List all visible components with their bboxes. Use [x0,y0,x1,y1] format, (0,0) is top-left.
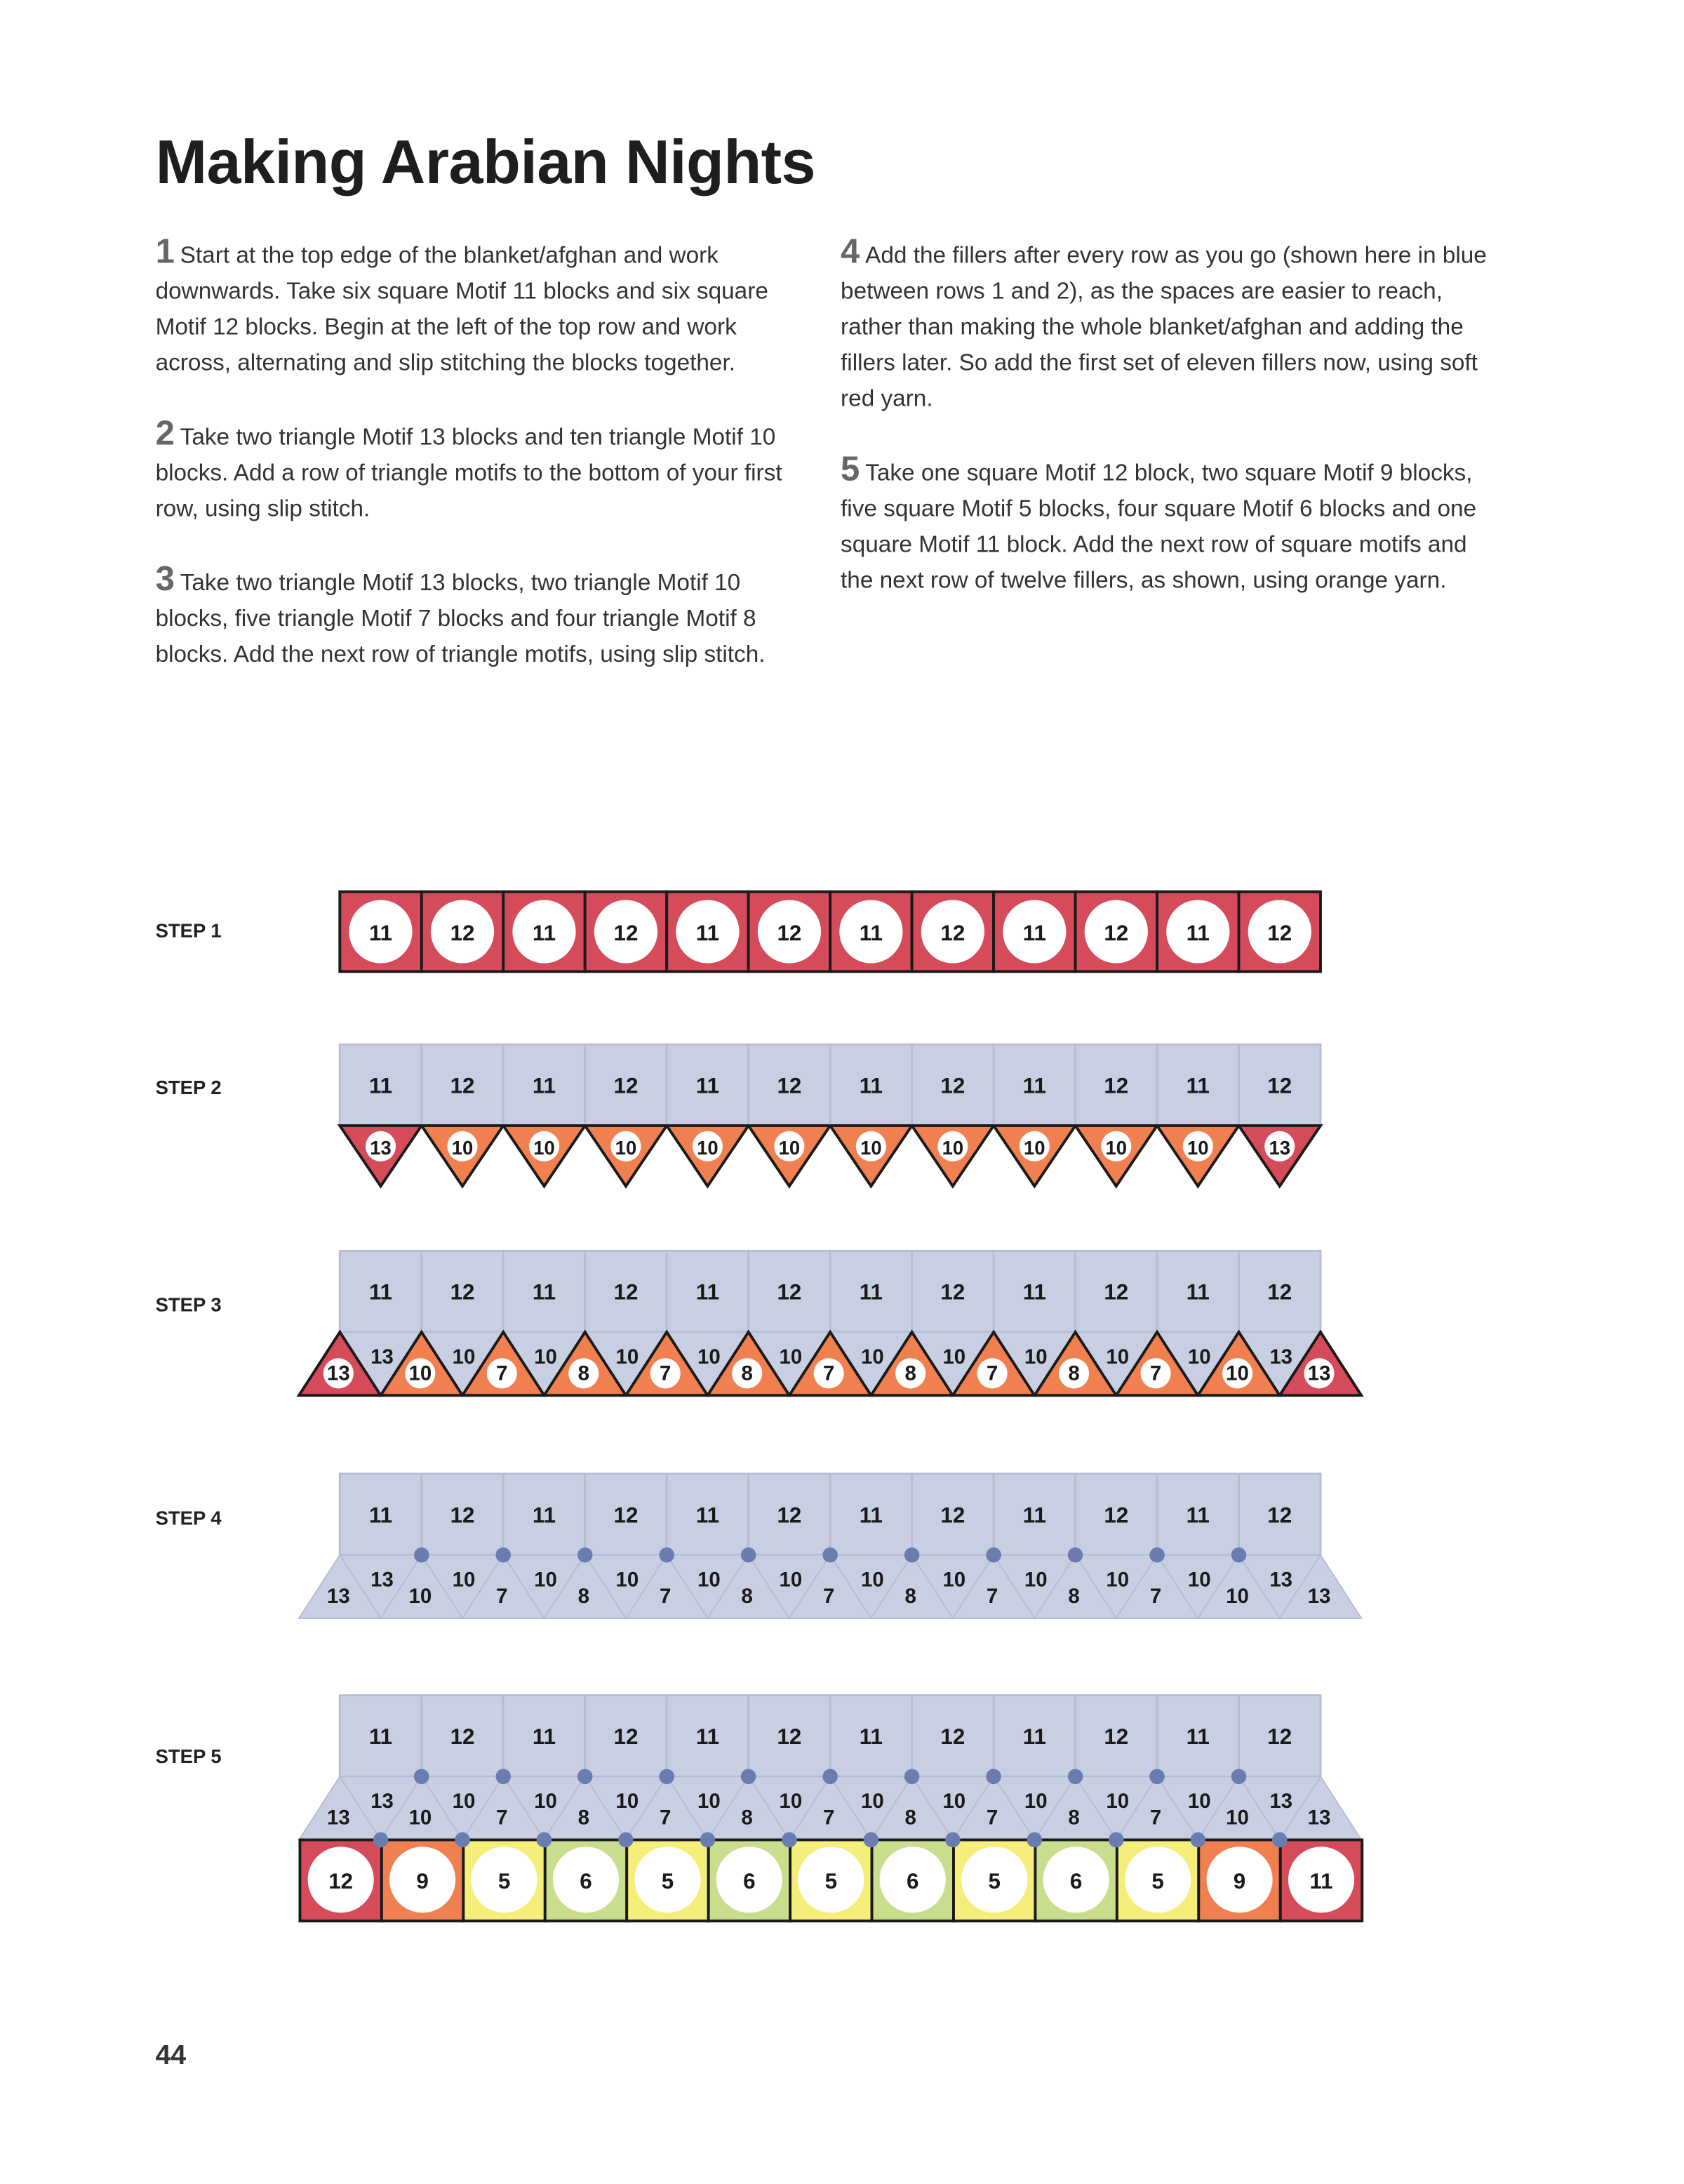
filler-dot [782,1832,797,1848]
filler-number: 10 [779,1568,803,1592]
motif-number: 12 [940,920,965,945]
filler-number: 10 [942,1568,966,1592]
motif-number: 8 [741,1585,753,1609]
motif-number: 12 [450,1073,475,1098]
motif-number: 11 [695,1503,720,1528]
motif-number: 11 [1309,1868,1333,1893]
step-text: Take one square Motif 12 block, two square Motif 9 blocks, five square Motif 5 blocks, four square Motif 6 blocks and one square Motif 11 block. Add the next row of square motifs and the next row of twelve fillers, as shown, using orange yarn. [841,459,1477,594]
motif-number: 10 [408,1806,432,1830]
motif-number: 11 [695,920,720,945]
motif-number: 12 [1104,920,1129,945]
motif-number: 11 [695,1279,720,1305]
motif-number: 13 [1307,1806,1331,1830]
filler-number: 10 [1187,1345,1211,1369]
motif-number: 6 [907,1868,919,1893]
filler-dot [1068,1547,1083,1563]
filler-dot [495,1769,511,1785]
motif-number: 13 [1307,1361,1331,1385]
motif-number: 10 [408,1361,432,1385]
motif-number: 7 [1149,1585,1162,1609]
motif-number: 10 [1187,1136,1209,1159]
motif-number: 11 [1186,1724,1210,1750]
motif-number: 11 [1186,1279,1210,1305]
motif-number: 11 [1022,1503,1046,1528]
step-label-2: STEP 2 [155,1076,222,1098]
filler-dot [455,1832,470,1848]
motif-number: 11 [1186,1503,1210,1528]
motif-number: 6 [743,1868,756,1893]
filler-dot [822,1769,838,1785]
motif-number: 12 [1267,1073,1292,1098]
motif-number: 10 [860,1136,882,1159]
filler-number: 10 [615,1790,639,1813]
motif-number: 8 [577,1806,589,1830]
motif-number: 12 [450,1279,475,1305]
filler-number: 13 [370,1568,394,1592]
motif-number: 12 [940,1724,965,1750]
motif-number: 12 [613,1073,639,1098]
motif-number: 8 [904,1361,916,1385]
filler-number: 10 [1024,1790,1048,1813]
motif-number: 11 [368,1073,393,1098]
filler-number: 10 [779,1345,803,1369]
motif-number: 12 [1267,1279,1292,1305]
filler-number: 10 [942,1345,966,1369]
filler-number: 10 [1106,1345,1130,1369]
filler-number: 10 [1024,1568,1048,1592]
motif-number: 7 [496,1585,508,1609]
motif-number: 12 [1104,1503,1129,1528]
motif-number: 12 [1104,1724,1129,1750]
filler-number: 10 [1024,1345,1048,1369]
motif-number: 7 [986,1361,998,1385]
motif-number: 11 [859,1073,883,1098]
filler-number: 10 [1106,1568,1130,1592]
motif-number: 11 [859,920,883,945]
filler-dot [741,1769,756,1785]
motif-number: 11 [368,1724,393,1750]
motif-number: 12 [940,1073,965,1098]
filler-dot [373,1832,389,1848]
filler-dot [659,1547,674,1563]
filler-dot [904,1547,920,1563]
motif-number: 7 [823,1806,835,1830]
motif-number: 11 [368,1279,393,1305]
motif-number: 11 [532,1724,556,1750]
filler-dot [577,1547,593,1563]
motif-number: 12 [777,1279,802,1305]
motif-number: 10 [615,1136,637,1159]
motif-number: 8 [741,1361,753,1385]
step-number: 2 [155,414,175,453]
motif-number: 11 [1022,1279,1046,1305]
motif-number: 13 [326,1585,350,1609]
filler-dot [659,1769,674,1785]
motif-number: 11 [368,920,393,945]
motif-number: 12 [328,1868,354,1893]
filler-number: 10 [534,1568,557,1592]
filler-number: 10 [452,1790,476,1813]
filler-dot [822,1547,838,1563]
motif-number: 7 [496,1361,508,1385]
motif-number: 7 [660,1585,671,1609]
motif-number: 7 [986,1806,998,1830]
filler-dot [1272,1832,1288,1848]
motif-number: 12 [1267,1503,1292,1528]
motif-number: 8 [1068,1361,1080,1385]
page-title: Making Arabian Nights [155,126,815,197]
filler-number: 10 [615,1345,639,1369]
filler-number: 10 [942,1790,966,1813]
motif-number: 12 [1104,1279,1129,1305]
filler-dot [864,1832,879,1848]
motif-number: 13 [370,1136,392,1159]
motif-number: 8 [577,1585,589,1609]
motif-number: 11 [1186,920,1210,945]
motif-number: 12 [1267,920,1292,945]
motif-number: 12 [777,1724,802,1750]
motif-number: 11 [532,920,556,945]
filler-dot [1109,1832,1124,1848]
motif-number: 6 [1069,1868,1083,1893]
motif-number: 12 [450,920,475,945]
motif-number: 11 [1022,1073,1046,1098]
step-label-3: STEP 3 [155,1293,222,1316]
motif-number: 5 [661,1868,674,1893]
motif-number: 10 [451,1136,474,1159]
filler-dot [986,1547,1001,1563]
motif-number: 8 [741,1806,753,1830]
motif-number: 11 [1022,1724,1046,1750]
motif-number: 11 [368,1503,393,1528]
filler-dot [1149,1547,1165,1563]
filler-number: 10 [697,1790,721,1813]
motif-number: 8 [577,1361,589,1385]
step-number: 4 [841,232,860,272]
motif-number: 11 [695,1724,720,1750]
filler-number: 10 [860,1345,884,1369]
motif-number: 5 [988,1868,1001,1893]
page-number: 44 [155,2040,187,2072]
filler-number: 10 [697,1568,721,1592]
motif-number: 12 [940,1279,965,1305]
step-number: 5 [841,450,860,489]
filler-number: 10 [452,1345,476,1369]
motif-number: 12 [777,1073,802,1098]
motif-number: 8 [904,1585,916,1609]
filler-number: 13 [1269,1790,1293,1813]
filler-dot [1149,1769,1165,1785]
filler-number: 13 [370,1790,394,1813]
filler-number: 10 [860,1790,884,1813]
filler-number: 13 [1269,1345,1293,1369]
motif-number: 12 [613,1503,639,1528]
filler-number: 10 [1187,1790,1211,1813]
motif-number: 9 [1233,1868,1246,1893]
step-label-4: STEP 4 [155,1507,222,1529]
motif-number: 6 [580,1868,592,1893]
filler-dot [414,1769,429,1785]
filler-number: 10 [452,1568,476,1592]
motif-number: 7 [986,1585,998,1609]
filler-dot [904,1769,920,1785]
motif-number: 5 [824,1868,838,1893]
motif-number: 7 [496,1806,508,1830]
filler-number: 10 [534,1790,557,1813]
filler-dot [945,1832,961,1848]
step-text: Take two triangle Motif 13 blocks, two triangle Motif 10 blocks, five triangle Motif 7 blocks and four triangle Motif 8 blocks. Add the next row of triangle motifs, using slip stitch. [155,569,766,667]
motif-number: 12 [450,1503,475,1528]
motif-number: 10 [1226,1585,1249,1609]
filler-number: 10 [860,1568,884,1592]
filler-number: 10 [697,1345,721,1369]
motif-number: 5 [497,1868,511,1893]
motif-number: 12 [1267,1724,1292,1750]
filler-number: 10 [779,1790,803,1813]
motif-number: 11 [532,1279,556,1305]
motif-number: 8 [1068,1585,1080,1609]
motif-number: 13 [326,1361,350,1385]
filler-dot [1231,1769,1247,1785]
motif-number: 5 [1151,1868,1164,1893]
motif-number: 10 [942,1136,964,1159]
filler-dot [741,1547,756,1563]
filler-dot [1190,1832,1205,1848]
motif-number: 10 [778,1136,801,1159]
motif-number: 10 [1226,1361,1249,1385]
filler-dot [495,1547,511,1563]
filler-number: 13 [1269,1568,1293,1592]
motif-number: 11 [859,1279,883,1305]
motif-number: 12 [450,1724,475,1750]
filler-number: 13 [370,1345,394,1369]
filler-number: 10 [1106,1790,1130,1813]
filler-dot [986,1769,1001,1785]
motif-number: 12 [613,1724,639,1750]
motif-number: 11 [1022,920,1046,945]
motif-number: 9 [416,1868,429,1893]
motif-number: 10 [533,1136,555,1159]
motif-number: 12 [940,1503,965,1528]
filler-dot [700,1832,716,1848]
motif-number: 11 [859,1503,883,1528]
motif-number: 12 [613,920,639,945]
step-label-5: STEP 5 [155,1745,222,1767]
motif-number: 7 [1149,1806,1162,1830]
motif-number: 10 [1226,1806,1249,1830]
step-text: Start at the top edge of the blanket/afghan and work downwards. Take six square Motif 11 blocks and six square Motif 12 blocks. Begin at the left of the top row and work across, alternating and slip stitching the blocks together. [155,242,768,376]
motif-number: 13 [1269,1136,1291,1159]
filler-dot [1027,1832,1043,1848]
motif-number: 10 [1024,1136,1045,1159]
motif-number: 7 [1149,1361,1162,1385]
motif-number: 12 [777,920,802,945]
motif-number: 11 [859,1724,883,1750]
step-text: Add the fillers after every row as you go (shown here in blue between rows 1 and 2), as the spaces are easier to reach, rather than making the whole blanket/afghan and adding the fillers later. So add the first set of eleven fillers now, using soft red yarn. [841,242,1487,412]
step-number: 1 [155,232,175,272]
motif-number: 7 [823,1361,835,1385]
filler-number: 10 [1187,1568,1211,1592]
motif-number: 13 [1307,1585,1331,1609]
filler-dot [414,1547,429,1563]
motif-number: 11 [532,1073,556,1098]
motif-number: 7 [660,1806,671,1830]
motif-number: 11 [532,1503,556,1528]
motif-number: 10 [1105,1136,1128,1159]
motif-number: 11 [695,1073,720,1098]
filler-dot [1068,1769,1083,1785]
motif-number: 8 [1068,1806,1080,1830]
step-text: Take two triangle Motif 13 blocks and ten triangle Motif 10 blocks. Add a row of triangle motifs to the bottom of your first row, using slip stitch. [155,423,782,522]
motif-number: 13 [326,1806,350,1830]
motif-number: 12 [777,1503,802,1528]
motif-number: 7 [823,1585,835,1609]
filler-dot [1231,1547,1247,1563]
motif-number: 12 [1104,1073,1129,1098]
step-label-1: STEP 1 [155,919,222,942]
motif-number: 10 [408,1585,432,1609]
filler-dot [577,1769,593,1785]
motif-number: 11 [1186,1073,1210,1098]
filler-dot [537,1832,552,1848]
motif-number: 10 [697,1136,719,1159]
motif-number: 12 [613,1279,639,1305]
motif-number: 8 [904,1806,916,1830]
motif-number: 7 [660,1361,671,1385]
filler-number: 10 [615,1568,639,1592]
filler-number: 10 [534,1345,557,1369]
step-number: 3 [155,560,175,599]
filler-dot [618,1832,634,1848]
